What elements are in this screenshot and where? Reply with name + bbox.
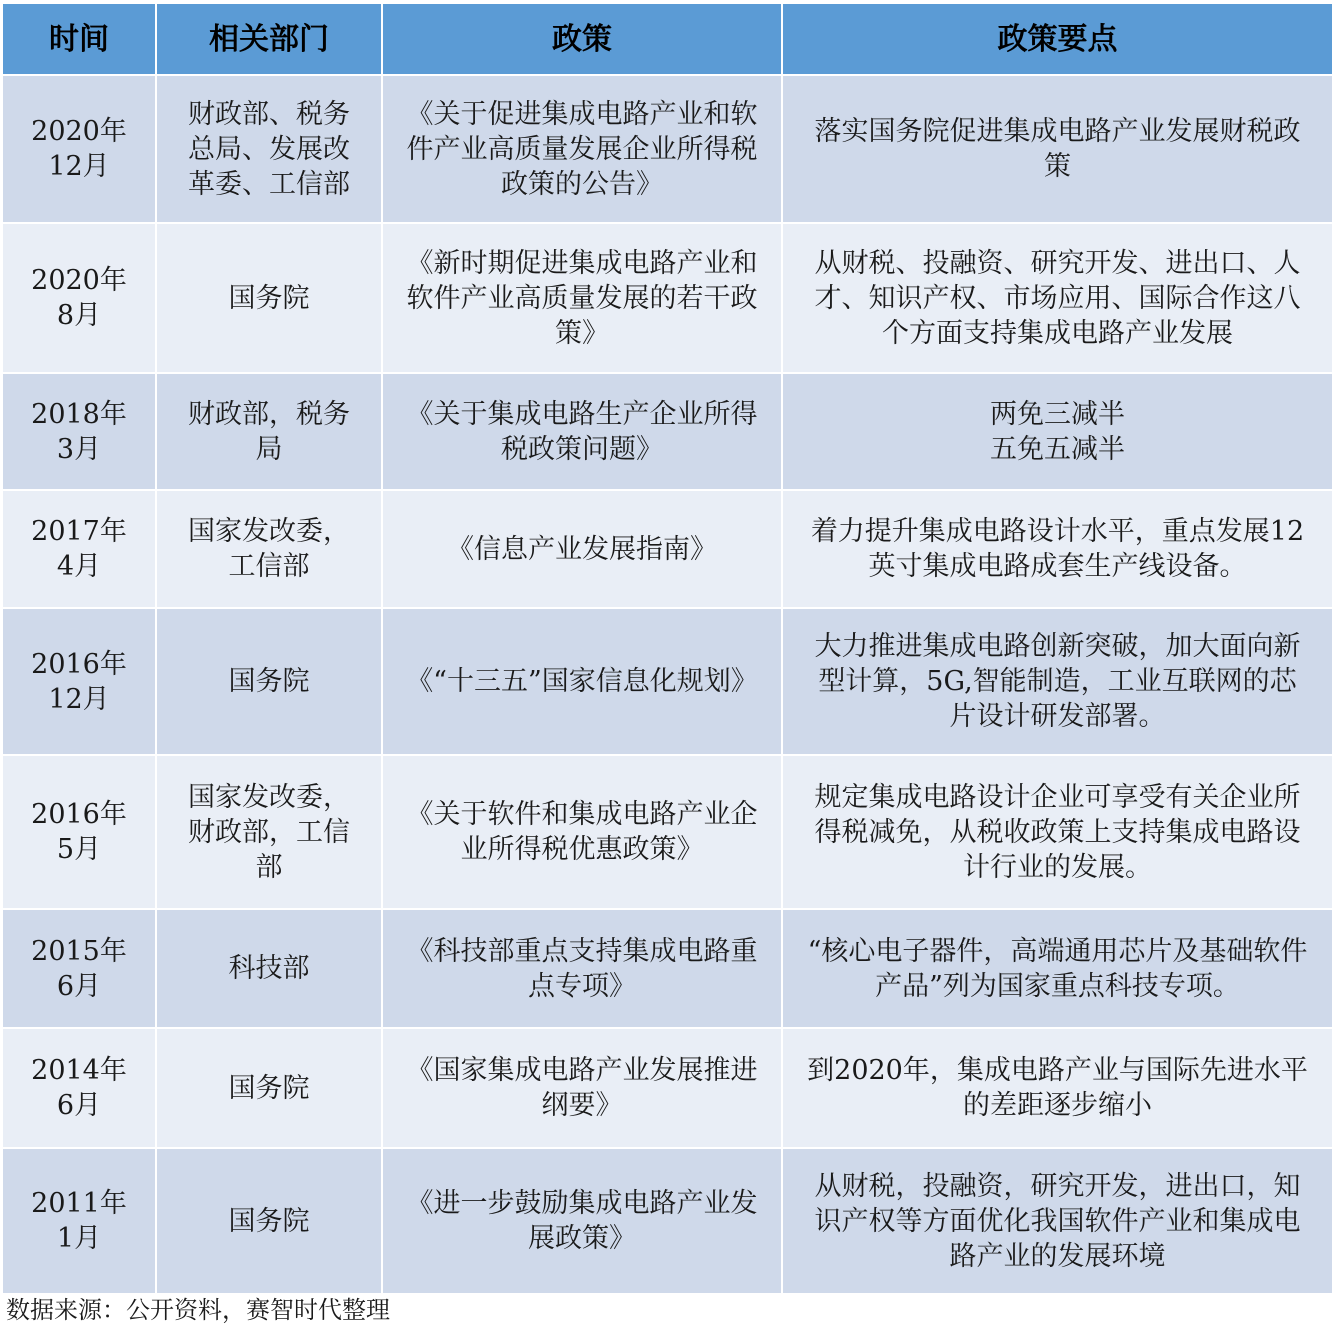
policy-points-cell: 两免三减半 五免五减半 [782,373,1333,490]
source-note: 数据来源：公开资料，赛智时代整理 [6,1296,390,1324]
date-cell: 2014年6月 [2,1028,156,1148]
department-cell: 国务院 [156,223,382,373]
policy-table [1,2,1334,1295]
department-cell: 科技部 [156,909,382,1028]
policy-points-cell: 着力提升集成电路设计水平，重点发展12英寸集成电路成套生产线设备。 [782,490,1333,608]
policy-cell: 《科技部重点支持集成电路重点专项》 [382,909,782,1028]
policy-cell: 《进一步鼓励集成电路产业发展政策》 [382,1148,782,1294]
policy-points-cell: 从财税、投融资、研究开发、进出口、人才、知识产权、市场应用、国际合作这八个方面支持集成电路产业发展 [782,223,1333,373]
policy-cell: 《“十三五”国家信息化规划》 [382,608,782,755]
department-cell: 国家发改委，工信部 [156,490,382,608]
table-row [2,608,1333,755]
table-header-row [2,3,1333,75]
policy-points-cell: 规定集成电路设计企业可享受有关企业所得税减免，从税收政策上支持集成电路设计行业的发展。 [782,755,1333,909]
policy-points-cell: 从财税，投融资，研究开发，进出口，知识产权等方面优化我国软件产业和集成电路产业的发展环境 [782,1148,1333,1294]
policy-cell: 《关于软件和集成电路产业企业所得税优惠政策》 [382,755,782,909]
date-cell: 2016年12月 [2,608,156,755]
policy-points-cell: 大力推进集成电路创新突破，加大面向新型计算，5G,智能制造，工业互联网的芯片设计研发部署。 [782,608,1333,755]
header-policy: 政策 [382,3,782,75]
policy-cell: 《国家集成电路产业发展推进纲要》 [382,1028,782,1148]
department-cell: 财政部，税务局 [156,373,382,490]
header-policy-points: 政策要点 [782,3,1333,75]
policy-cell: 《关于集成电路生产企业所得税政策问题》 [382,373,782,490]
department-cell: 国务院 [156,608,382,755]
table-row [2,75,1333,223]
date-cell: 2015年6月 [2,909,156,1028]
table-row [2,1028,1333,1148]
policy-points-cell: 到2020年，集成电路产业与国际先进水平的差距逐步缩小 [782,1028,1333,1148]
table-row [2,223,1333,373]
header-department: 相关部门 [156,3,382,75]
table-row [2,909,1333,1028]
department-cell: 国务院 [156,1028,382,1148]
policy-cell: 《信息产业发展指南》 [382,490,782,608]
department-cell: 财政部、税务总局、发展改革委、工信部 [156,75,382,223]
date-cell: 2020年12月 [2,75,156,223]
department-cell: 国家发改委，财政部，工信部 [156,755,382,909]
date-cell: 2020年8月 [2,223,156,373]
table-row [2,490,1333,608]
date-cell: 2011年1月 [2,1148,156,1294]
department-cell: 国务院 [156,1148,382,1294]
header-date: 时间 [2,3,156,75]
table-row [2,373,1333,490]
date-cell: 2016年5月 [2,755,156,909]
table-row [2,1148,1333,1294]
policy-points-cell: 落实国务院促进集成电路产业发展财税政策 [782,75,1333,223]
date-cell: 2017年4月 [2,490,156,608]
date-cell: 2018年3月 [2,373,156,490]
policy-cell: 《关于促进集成电路产业和软件产业高质量发展企业所得税政策的公告》 [382,75,782,223]
policy-points-cell: “核心电子器件，高端通用芯片及基础软件产品”列为国家重点科技专项。 [782,909,1333,1028]
table-row [2,755,1333,909]
policy-cell: 《新时期促进集成电路产业和软件产业高质量发展的若干政策》 [382,223,782,373]
